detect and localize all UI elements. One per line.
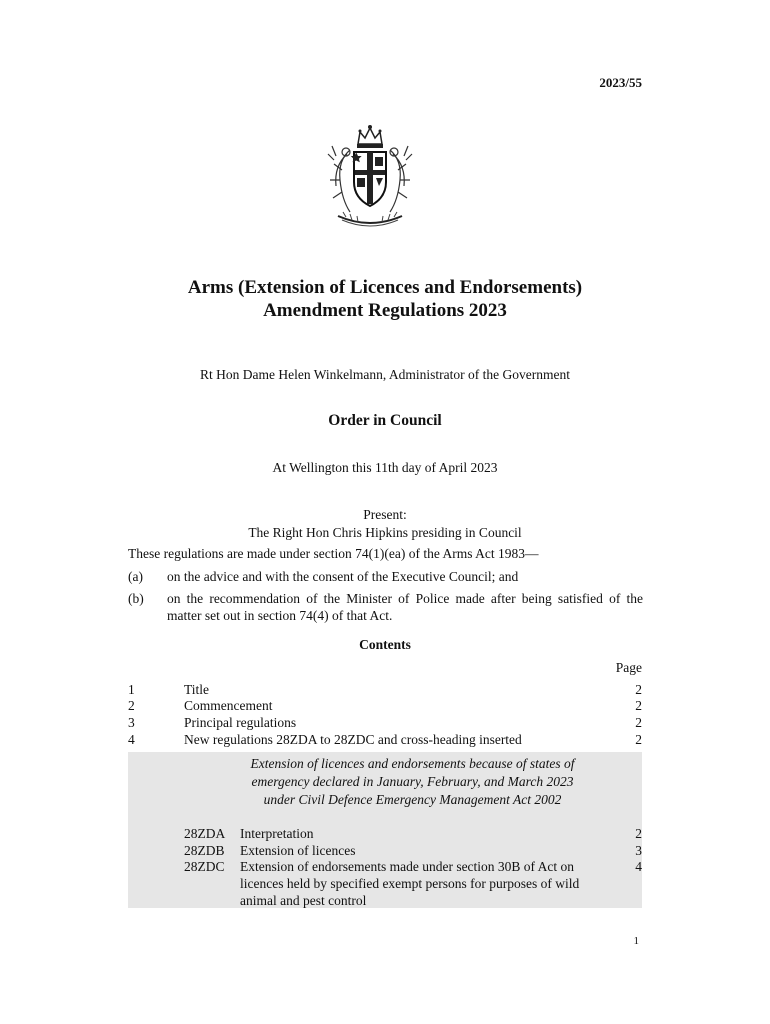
toc-page: 2 [635,698,642,713]
enacting-statement: These regulations are made under section 74(1)(ea) of the Arms Act 1983— [128,546,539,561]
cross-heading[interactable]: Extension of licences and endorsements because of states of emergency declared in January, February, and March 2023 under Civil Defence Emergency Management Act 2002 [250,756,575,807]
sub-toc-page: 4 [635,859,642,874]
sub-toc-page: 3 [635,843,642,858]
toc-number: 3 [128,715,135,730]
clause-text: on the advice and with the consent of the Executive Council; and [167,569,519,584]
sub-toc-number: 28ZDB [184,843,225,858]
sub-toc-number: 28ZDC [184,859,225,874]
page-number: 1 [633,935,639,947]
sub-toc-page: 2 [635,826,642,841]
toc-title[interactable]: Commencement [184,698,273,713]
title-line-1: Arms (Extension of Licences and Endorsements) [187,277,583,298]
clause-number: (b) [128,591,144,606]
sub-toc-title[interactable]: Extension of licences [240,843,356,858]
toc-title[interactable]: Principal regulations [184,715,297,730]
presiding-line: The Right Hon Chris Hipkins presiding in Council [248,525,522,540]
title-line-2: Amendment Regulations 2023 [263,300,507,321]
contents-heading: Contents [359,637,411,652]
place-date-line: At Wellington this 11th day of April 2023 [272,460,498,475]
sub-toc-number: 28ZDA [184,826,226,841]
toc-number: 2 [128,698,135,713]
toc-number: 4 [128,732,135,747]
toc-page: 2 [635,732,642,747]
clause-number: (a) [128,569,143,584]
present-block [0,506,770,542]
order-in-council-heading: Order in Council [328,412,442,429]
toc-page: 2 [635,682,642,697]
document-number: 2023/55 [599,75,642,90]
toc-title[interactable]: New regulations 28ZDA to 28ZDC and cross-heading inserted [184,732,522,747]
clause-text: on the recommendation of the Minister of Police made after being satisfied of the matter set out in section 74(4) of that Act. [167,591,643,623]
toc-title[interactable]: Title [184,682,210,697]
sub-toc-title[interactable]: Interpretation [240,826,314,841]
toc-page: 2 [635,715,642,730]
page-column-label: Page [615,660,642,675]
coat-of-arms-icon [320,120,420,232]
present-label: Present: [363,507,407,522]
toc-number: 1 [128,682,135,697]
administrator-line: Rt Hon Dame Helen Winkelmann, Administrator of the Government [199,367,570,382]
sub-toc-title[interactable]: Extension of endorsements made under section 30B of Act on licences held by specified exempt persons for purposes of wild animal and pest control [240,859,580,908]
document-title [0,276,770,322]
